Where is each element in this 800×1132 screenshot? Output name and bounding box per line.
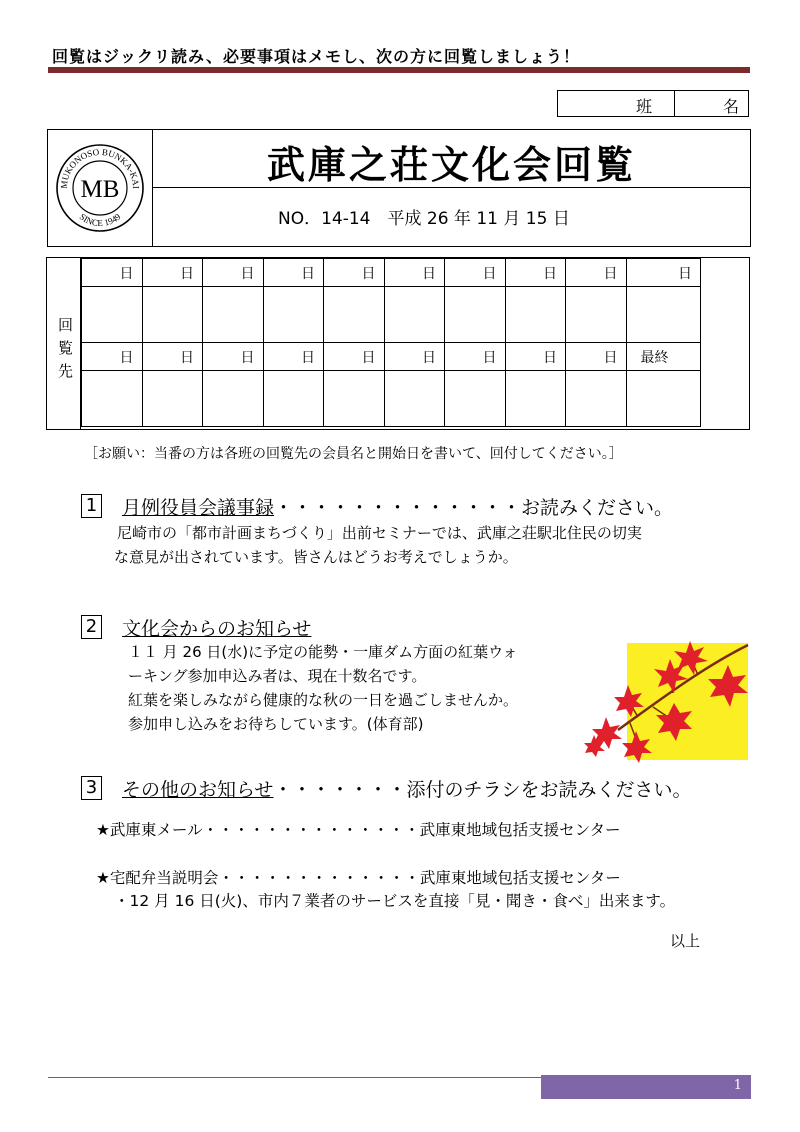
body-line: １１ 月 26 日(水)に予定の能勢・一庫ダム方面の紅葉ウォ xyxy=(128,643,518,661)
mei-label: 名 xyxy=(723,97,740,116)
member-cell[interactable] xyxy=(566,287,627,343)
member-cell[interactable] xyxy=(324,287,385,343)
date-cell[interactable]: 日 xyxy=(142,259,203,287)
page-number-bar xyxy=(541,1075,751,1099)
logo-ring-bottom: SINCE 1949 xyxy=(77,211,123,229)
header-rule xyxy=(48,67,750,73)
section-1-body xyxy=(114,521,642,569)
title-box xyxy=(47,129,751,247)
member-cell[interactable] xyxy=(263,287,324,343)
date-cell[interactable]: 日 xyxy=(263,259,324,287)
member-cell[interactable] xyxy=(82,287,143,343)
notice-item: ★宅配弁当説明会・・・・・・・・・・・・・武庫東地域包括支援センター xyxy=(96,869,621,887)
maple-leaf-icon xyxy=(708,665,748,707)
member-cell[interactable] xyxy=(203,287,264,343)
label-char: 先 xyxy=(58,362,74,380)
maple-leaf-icon xyxy=(614,685,644,717)
logo-ring-top: MUKONOSO BUNKA-KAI xyxy=(58,146,142,190)
issue-number-date: NO．14-14 平成 26 年 11 月 15 日 xyxy=(278,209,570,229)
maple-leaves-illustration xyxy=(578,635,753,765)
date-cell[interactable]: 日 xyxy=(566,259,627,287)
maple-leaf-icon xyxy=(622,731,652,763)
member-cell[interactable] xyxy=(384,371,445,427)
circulation-notice: 回覧はジックリ読み、必要事項はメモし、次の方に回覧しましょう！ xyxy=(52,47,580,66)
date-cell[interactable]: 日 xyxy=(626,259,701,287)
date-cell[interactable]: 日 xyxy=(384,259,445,287)
section-2-body xyxy=(128,640,518,736)
body-line: 紅葉を楽しみながら健康的な秋の一日を過ごしませんか。 xyxy=(128,691,519,709)
date-cell[interactable]: 日 xyxy=(505,259,566,287)
member-cell[interactable] xyxy=(82,371,143,427)
section-2-heading: 文化会からのお知らせ xyxy=(122,618,312,640)
logo-initials: MB xyxy=(80,176,120,203)
section-3-leader: ・・・・・・・添付のチラシをお読みください。 xyxy=(273,779,692,801)
notice-item: ★武庫東メール・・・・・・・・・・・・・・武庫東地域包括支援センター xyxy=(96,821,621,839)
section-1-number: 1 xyxy=(81,494,102,518)
section-3-number: 3 xyxy=(81,776,102,800)
section-2-header xyxy=(122,614,311,641)
maple-leaf-icon xyxy=(656,703,692,741)
member-cell[interactable] xyxy=(445,371,506,427)
date-cell[interactable]: 日 xyxy=(203,343,264,371)
page-number: 1 xyxy=(733,1078,742,1093)
label-char: 回 xyxy=(58,316,74,334)
member-cell[interactable] xyxy=(142,287,203,343)
label-char: 覧 xyxy=(58,339,74,357)
circulation-label xyxy=(52,258,81,429)
date-cell[interactable]: 日 xyxy=(142,343,203,371)
date-cell[interactable]: 日 xyxy=(505,343,566,371)
date-cell[interactable]: 日 xyxy=(566,343,627,371)
date-cell[interactable]: 日 xyxy=(82,343,143,371)
section-3-header xyxy=(122,775,691,802)
date-cell[interactable]: 日 xyxy=(384,343,445,371)
request-note: ［お願い：当番の方は各班の回覧先の会員名と開始日を書いて、回付してください。］ xyxy=(84,446,623,462)
circulation-table xyxy=(46,257,750,430)
section-1-heading: 月例役員会議事録 xyxy=(122,497,275,519)
member-cell[interactable] xyxy=(384,287,445,343)
date-cell[interactable]: 日 xyxy=(445,343,506,371)
member-cell[interactable] xyxy=(566,371,627,427)
section-2-number: 2 xyxy=(81,615,102,639)
date-cell[interactable]: 日 xyxy=(445,259,506,287)
final-cell[interactable]: 最終 xyxy=(626,343,701,371)
member-cell[interactable] xyxy=(142,371,203,427)
closing: 以上 xyxy=(670,932,701,950)
body-line: 尼崎市の「都市計画まちづくり」出前セミナーでは、武庫之荘駅北住民の切実 xyxy=(117,524,642,542)
body-line: ーキング参加申込み者は、現在十数名です。 xyxy=(128,667,427,685)
body-line: 参加申し込みをお待ちしています。(体育部) xyxy=(128,715,424,733)
date-cell[interactable]: 日 xyxy=(324,343,385,371)
section-3-heading: その他のお知らせ xyxy=(122,779,274,801)
member-cell[interactable] xyxy=(505,287,566,343)
mb-logo xyxy=(55,143,145,233)
member-cell[interactable] xyxy=(203,371,264,427)
section-1-leader: ・・・・・・・・・・・・・お読みください。 xyxy=(274,497,674,519)
member-cell[interactable] xyxy=(324,371,385,427)
notice-item-detail: ・12 月 16 日(火)、市内７業者のサービスを直接「見・聞き・食べ」出来ます。 xyxy=(114,892,676,910)
body-line: な意見が出されています。皆さんはどうお考えでしょうか。 xyxy=(114,548,518,566)
han-label: 班 xyxy=(636,97,653,116)
member-cell[interactable] xyxy=(626,371,701,427)
date-cell[interactable]: 日 xyxy=(263,343,324,371)
section-1-header xyxy=(122,493,673,520)
member-cell[interactable] xyxy=(505,371,566,427)
member-cell[interactable] xyxy=(626,287,701,343)
group-name-box xyxy=(557,90,749,117)
date-cell[interactable]: 日 xyxy=(82,259,143,287)
page-title: 武庫之荘文化会回覧 xyxy=(266,143,636,187)
member-cell[interactable] xyxy=(445,287,506,343)
date-cell[interactable]: 日 xyxy=(203,259,264,287)
date-cell[interactable]: 日 xyxy=(324,259,385,287)
member-cell[interactable] xyxy=(263,371,324,427)
